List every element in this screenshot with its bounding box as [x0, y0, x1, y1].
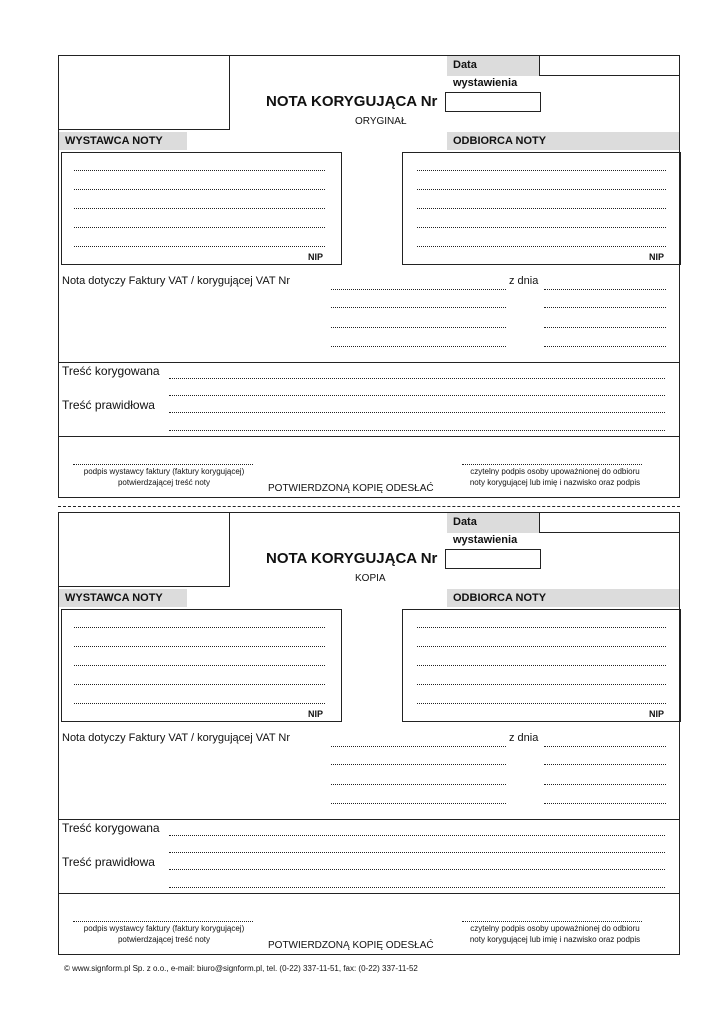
copy-variant: KOPIA — [355, 573, 386, 584]
date-of-label: z dnia — [509, 275, 539, 287]
issuer-signature-caption: podpis wystawcy faktury (faktury korygującej) potwierdzającej treść noty — [83, 924, 245, 944]
recipient-box[interactable] — [402, 609, 681, 722]
recipient-signature-line[interactable] — [462, 464, 642, 465]
recipient-nip-label: NIP — [648, 709, 664, 719]
cut-line — [58, 506, 680, 507]
correct-content-line[interactable] — [169, 869, 665, 870]
recipient-signature-caption: czytelny podpis osoby upoważnionej do odbioru noty korygującej lub imię i nazwisko oraz podpis — [469, 467, 641, 487]
date-field[interactable] — [539, 56, 679, 76]
recipient-header: ODBIORCA NOTY — [447, 132, 679, 150]
note-number-field[interactable] — [445, 92, 541, 112]
recipient-signature-caption: czytelny podpis osoby upoważnionej do odbioru noty korygującej lub imię i nazwisko oraz podpis — [469, 924, 641, 944]
note-copy — [58, 512, 680, 955]
date-label: Data wystawienia — [447, 513, 539, 533]
issuer-signature-caption: podpis wystawcy faktury (faktury korygującej) potwierdzającej treść noty — [83, 467, 245, 487]
note-title: NOTA KORYGUJĄCA Nr — [266, 550, 438, 567]
corrected-content-label: Treść korygowana — [62, 821, 160, 835]
issuer-signature-line[interactable] — [73, 921, 253, 922]
correct-content-label: Treść prawidłowa — [62, 855, 155, 869]
invoice-date-line[interactable] — [544, 289, 666, 290]
corrected-content-line[interactable] — [169, 835, 665, 836]
invoice-ref-label: Nota dotyczy Faktury VAT / korygującej VAT Nr — [62, 275, 291, 287]
logo-area — [58, 55, 230, 130]
date-of-label: z dnia — [509, 732, 539, 744]
invoice-ref-label: Nota dotyczy Faktury VAT / korygującej VAT Nr — [62, 732, 291, 744]
issuer-box[interactable] — [61, 609, 342, 722]
invoice-date-line[interactable] — [544, 746, 666, 747]
issuer-box[interactable] — [61, 152, 342, 265]
issuer-nip-label: NIP — [307, 252, 323, 262]
note-copy — [58, 55, 680, 498]
issuer-signature-line[interactable] — [73, 464, 253, 465]
corrected-content-label: Treść korygowana — [62, 364, 160, 378]
corrected-content-line[interactable] — [169, 378, 665, 379]
recipient-header: ODBIORCA NOTY — [447, 589, 679, 607]
confirm-copy-text: POTWIERDZONĄ KOPIĘ ODESŁAĆ — [268, 483, 434, 494]
issuer-nip-label: NIP — [307, 709, 323, 719]
date-field[interactable] — [539, 513, 679, 533]
invoice-number-line[interactable] — [331, 746, 506, 747]
footer-text: © www.signform.pl Sp. z o.o., e-mail: biuro@signform.pl, tel. (0-22) 337-11-51, fax: (0-22) 337-11-52 — [64, 964, 418, 973]
correct-content-line[interactable] — [169, 412, 665, 413]
confirm-copy-text: POTWIERDZONĄ KOPIĘ ODESŁAĆ — [268, 940, 434, 951]
recipient-signature-line[interactable] — [462, 921, 642, 922]
invoice-number-line[interactable] — [331, 289, 506, 290]
issuer-header: WYSTAWCA NOTY — [59, 589, 187, 607]
copy-variant: ORYGINAŁ — [355, 116, 407, 127]
note-number-field[interactable] — [445, 549, 541, 569]
date-label: Data wystawienia — [447, 56, 539, 76]
correct-content-label: Treść prawidłowa — [62, 398, 155, 412]
note-title: NOTA KORYGUJĄCA Nr — [266, 93, 438, 110]
issuer-header: WYSTAWCA NOTY — [59, 132, 187, 150]
logo-area — [58, 512, 230, 587]
recipient-box[interactable] — [402, 152, 681, 265]
recipient-nip-label: NIP — [648, 252, 664, 262]
